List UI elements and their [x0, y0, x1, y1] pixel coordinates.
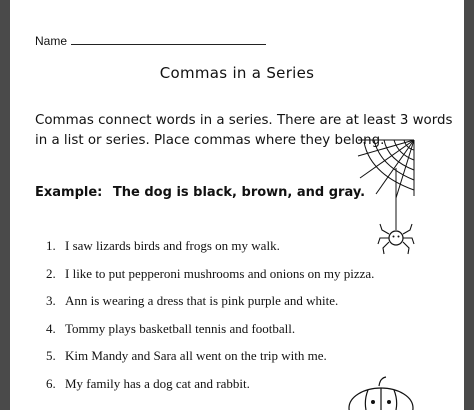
- list-item: [46, 238, 374, 266]
- name-blank-line: [71, 34, 266, 45]
- spider-web-icon: [356, 138, 418, 256]
- list-item: [46, 266, 374, 294]
- item-text: I saw lizards birds and frogs on my walk.: [65, 238, 280, 253]
- example-sentence: [35, 185, 365, 200]
- example-label: Example:: [35, 185, 103, 200]
- item-text: My family has a dog cat and rabbit.: [65, 375, 250, 391]
- worksheet-page: [10, 0, 464, 410]
- page-title: Commas in a Series: [159, 64, 315, 82]
- item-text: Ann is wearing a dress that is pink purple and white.: [65, 293, 339, 309]
- list-item: [46, 348, 374, 376]
- pumpkin-icon: [346, 376, 416, 410]
- item-text: Kim Mandy and Sara all went on the trip with me.: [65, 348, 327, 364]
- item-text: I like to put pepperoni mushrooms and onions on my pizza.: [65, 265, 375, 281]
- item-number: 4.: [46, 320, 56, 336]
- instructions-text: Commas connect words in a series. There are at least 3 words in a list or series. Place commas where they belong.: [35, 113, 453, 148]
- exercise-list: [46, 238, 374, 404]
- item-number: 5.: [46, 348, 56, 364]
- list-item: [46, 293, 374, 321]
- item-text: Tommy plays basketball tennis and football.: [65, 320, 296, 336]
- name-field-row: [35, 34, 266, 48]
- viewer-frame-right: [464, 0, 474, 410]
- example-text: The dog is black, brown, and gray.: [112, 185, 366, 200]
- item-number: 2.: [46, 265, 56, 281]
- item-number: 3.: [46, 293, 56, 309]
- list-item: [46, 321, 374, 349]
- item-number: 6.: [46, 375, 56, 391]
- viewer-frame-left: [0, 0, 10, 410]
- name-label: Name: [35, 34, 68, 48]
- list-item: [46, 376, 374, 404]
- item-number: 1.: [46, 238, 56, 253]
